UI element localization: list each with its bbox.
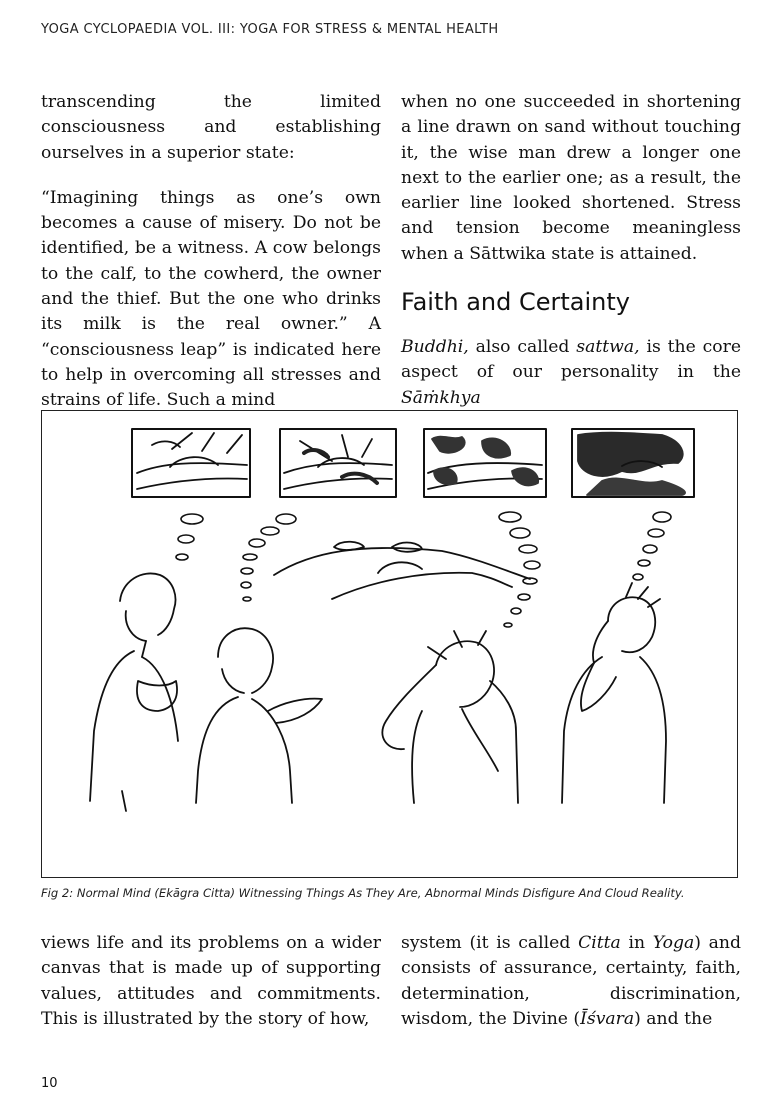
text-run: also called	[468, 337, 577, 358]
term-yoga: Yoga	[652, 933, 695, 953]
person-looking-up	[562, 583, 666, 803]
thought-bubbles	[176, 512, 671, 627]
column-top-right	[401, 90, 741, 411]
person-arms-crossed	[90, 573, 178, 811]
term-samkhya: Sāṁkhya	[401, 387, 481, 408]
thought-panel-slightly-clouded	[280, 429, 396, 497]
thought-panel-clear	[132, 429, 250, 497]
text-run: ) and the	[634, 1008, 713, 1029]
text-run: in	[620, 933, 653, 953]
paragraph: views life and its problems on a wider canvas that is made up of supporting values, attitudes and commitments. This is illustrated by the story of how,	[41, 933, 381, 1029]
column-top-left	[41, 90, 381, 414]
term-isvara: Īśvara	[580, 1008, 635, 1029]
section-heading: Faith and Certainty	[401, 288, 631, 317]
term-buddhi: Buddhi,	[401, 337, 469, 358]
paragraph: “Imagining things as one’s own becomes a cause of misery. Do not be identified, be a witness. A cow belongs to the calf, to the cowherd, the owner and the thief. But the one who drinks its milk is the real owner.” A “consciousness leap” is indicated here to help in overcoming all stresses and strains of life. Such a mind	[41, 187, 381, 411]
paragraph: transcending the limited consciousness and establishing ourselves in a superior state:	[41, 92, 381, 163]
reality-landscape	[274, 542, 530, 599]
running-head: YOGA CYCLOPAEDIA VOL. III: YOGA FOR STRESS & MENTAL HEALTH	[41, 22, 499, 37]
page-number: 10	[41, 1076, 58, 1091]
paragraph	[401, 335, 741, 411]
thought-panel-dark	[572, 429, 694, 497]
column-bottom-left	[41, 931, 381, 1032]
term-sattwa: sattwa,	[576, 337, 640, 358]
person-holding-hands	[196, 628, 322, 803]
text-run: ) and consists of assurance, certainty, faith, determination, discrimination, wisdom, the Divine (	[401, 933, 741, 1029]
text-run: system (it is called	[401, 933, 579, 953]
figure-caption: Fig 2: Normal Mind (Ekāgra Citta) Witnessing Things As They Are, Abnormal Minds Disfigure And Cloud Reality.	[41, 886, 685, 900]
figure-illustration	[41, 410, 738, 878]
paragraph: when no one succeeded in shortening a line drawn on sand without touching it, the wise man drew a longer one next to the earlier one; as a result, the earlier line looked shortened. Stress and tension become meaningless when a Sāttwika state is attained.	[401, 92, 741, 264]
thought-panel-clouded	[424, 429, 546, 497]
illustration-drawing	[42, 411, 739, 879]
paragraph	[401, 931, 741, 1032]
person-hands-on-head	[382, 631, 518, 803]
term-citta: Citta	[578, 933, 621, 953]
text-run: is the core aspect of our personality in the	[401, 337, 741, 383]
column-bottom-right	[401, 931, 741, 1032]
